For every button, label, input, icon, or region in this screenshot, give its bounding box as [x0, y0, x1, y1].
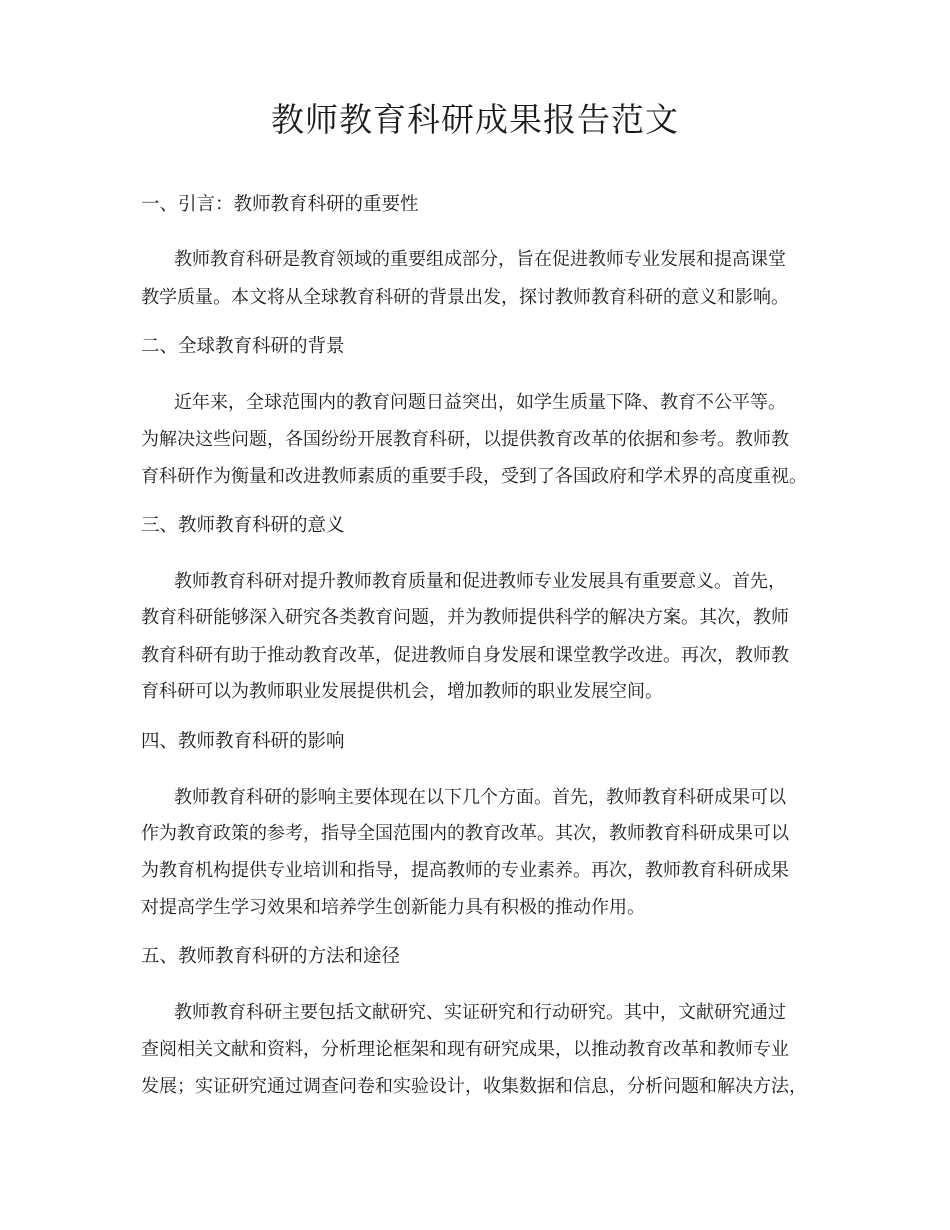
section-heading-background: 二、全球教育科研的背景: [141, 336, 345, 357]
paragraph-line: 教师教育科研是教育领域的重要组成部分，旨在促进教师专业发展和提高课堂: [174, 249, 786, 270]
section-heading-methods: 五、教师教育科研的方法和途径: [141, 946, 401, 967]
paragraph-line: 育科研可以为教师职业发展提供机会，增加教师的职业发展空间。: [141, 681, 663, 702]
section-heading-intro: 一、引言：教师教育科研的重要性: [141, 194, 419, 215]
paragraph-line: 近年来，全球范围内的教育问题日益突出，如学生质量下降、教育不公平等。: [174, 392, 786, 413]
paragraph-line: 教师教育科研主要包括文献研究、实证研究和行动研究。其中，文献研究通过: [174, 1002, 786, 1023]
paragraph-line: 查阅相关文献和资料，分析理论框架和现有研究成果，以推动教育改革和教师专业: [141, 1039, 789, 1060]
paragraph-line: 教师教育科研对提升教师教育质量和促进教师专业发展具有重要意义。首先，: [174, 571, 786, 592]
paragraph-line: 教师教育科研的影响主要体现在以下几个方面。首先，教师教育科研成果可以: [174, 787, 786, 808]
paragraph-line: 对提高学生学习效果和培养学生创新能力具有积极的推动作用。: [141, 897, 645, 918]
paragraph-line: 教育科研能够深入研究各类教育问题，并为教师提供科学的解决方案。其次，教师: [141, 607, 789, 628]
paragraph-line: 为解决这些问题，各国纷纷开展教育科研，以提供教育改革的依据和参考。教师教: [141, 429, 789, 450]
paragraph-line: 育科研作为衡量和改进教师素质的重要手段，受到了各国政府和学术界的高度重视。: [141, 466, 807, 487]
paragraph-line: 发展；实证研究通过调查问卷和实验设计，收集数据和信息，分析问题和解决方法，: [141, 1076, 807, 1097]
section-heading-impact: 四、教师教育科研的影响: [141, 731, 345, 752]
paragraph-line: 为教育机构提供专业培训和指导，提高教师的专业素养。再次，教师教育科研成果: [141, 860, 789, 881]
document-title: 教师教育科研成果报告范文: [271, 100, 679, 139]
section-heading-significance: 三、教师教育科研的意义: [141, 515, 345, 536]
paragraph-line: 教育科研有助于推动教育改革，促进教师自身发展和课堂教学改进。再次，教师教: [141, 645, 789, 666]
paragraph-line: 教学质量。本文将从全球教育科研的背景出发，探讨教师教育科研的意义和影响。: [141, 287, 789, 308]
paragraph-line: 作为教育政策的参考，指导全国范围内的教育改革。其次，教师教育科研成果可以: [141, 823, 789, 844]
